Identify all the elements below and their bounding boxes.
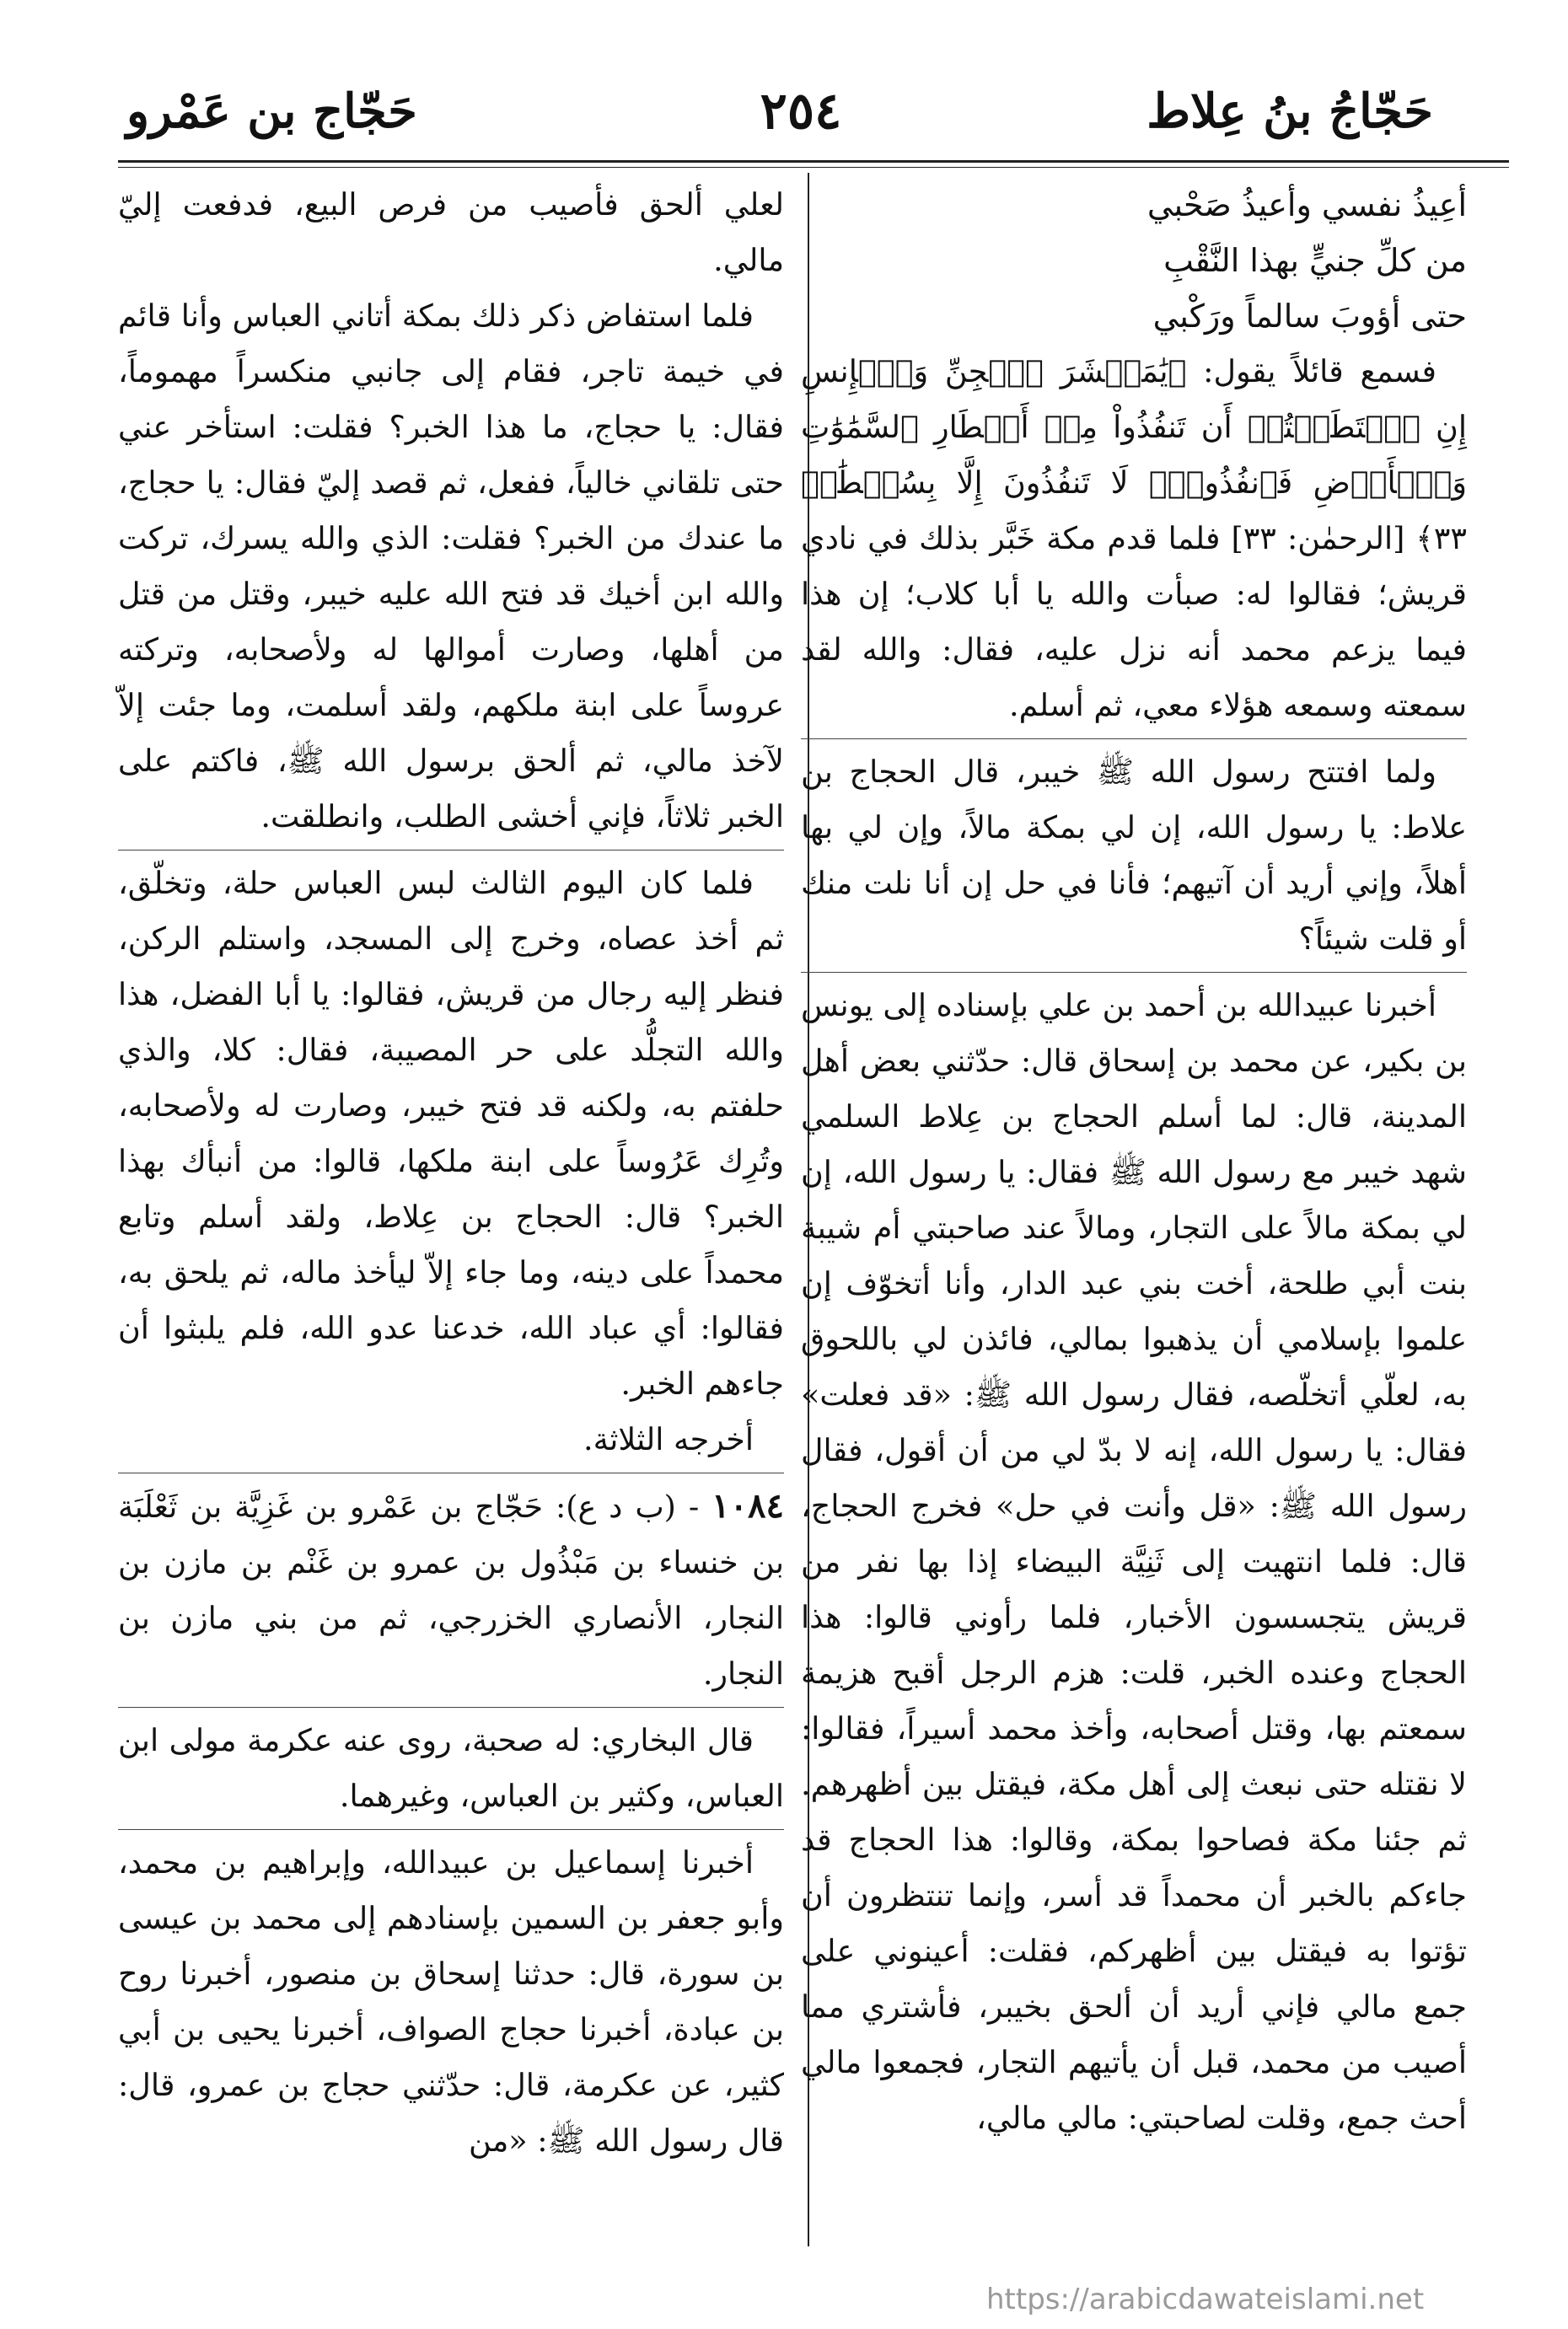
running-head-left: حَجّاج بن عَمْرو [126, 83, 417, 139]
paragraph: فسمع قائلاً يقول: ﴿يَٰمَعۡشَرَ ٱلۡجِنِّ وَٱلۡإِنسِ إِنِ ٱسۡتَطَعۡتُمۡ أَن تَنفُذُواْ مِنۡ أَقۡطَارِ ٱلسَّمَٰوَٰتِ وَٱلۡأَرۡضِ فَٱنفُذُواْۚ لَا تَنفُذُونَ إِلَّا بِسُلۡطَٰنٖ ٣٣﴾ [الرحمٰن: ٣٣] فلما قدم مكة خَبَّر بذلك في نادي قريش؛ فقالوا له: صبأت والله يا أبا كلاب؛ إن هذا فيما يزعم محمد أنه نزل عليه، فقال: والله لقد سمعته وسمعه هؤلاء معي، ثم أسلم. [801, 353, 1467, 723]
paragraph: ولما افتتح رسول الله ﷺ خيبر، قال الحجاج بن علاط: يا رسول الله، إن لي بمكة مالاً، وإن لي بها أهلاً، وإني أريد أن آتيهم؛ فأنا في حل إن أنا نلت منك أو قلت شيئاً؟ [801, 738, 1467, 967]
paragraph: أخبرنا عبيدالله بن أحمد بن علي بإسناده إلى يونس بن بكير، عن محمد بن إسحاق قال: حدّثني بعض أهل المدينة، قال: لما أسلم الحجاج بن عِلاط السلمي شهد خيبر مع رسول الله ﷺ فقال: يا رسول الله، إن لي بمكة مالاً على التجار، ومالاً عند صاحبتي أم شيبة بنت أبي طلحة، أخت بني عبد الدار، وأنا أتخوّف إن علموا بإسلامي أن يذهبوا بمالي، فائذن لي باللحوق به، لعلّي أتخلّصه، فقال رسول الله ﷺ: «قد فعلت» فقال: يا رسول الله، إنه لا بدّ لي من أن أقول، فقال رسول الله ﷺ: «قل وأنت في حل» فخرج الحجاج، قال: فلما انتهيت إلى ثَنِيَّة البيضاء إذا بها نفر من قريش يتجسسون الأخبار، فلما رأوني قالوا: هذا الحجاج وعنده الخبر، قلت: هزم الرجل أقبح هزيمة سمعتم بها، وقتل أصحابه، وأخذ محمد أسيراً، فقالوا: لا نقتله حتى نبعث إلى أهل مكة، فيقتل بين أظهرهم. ثم جئنا مكة فصاحوا بمكة، وقالوا: هذا الحجاج قد جاءكم بالخبر أن محمداً قد أسر، وإنما تنتظرون أن تؤتوا به فيقتل بين أظهركم، فقلت: أعينوني على جمع مالي فإني أريد أن ألحق بخيبر، فأشتري مما أصيب من محمد، قبل أن يأتيهم التجار، فجمعوا مالي أحث جمع، وقلت لصاحبتي: مالي مالي، [801, 972, 1467, 2146]
header-rule-thin [118, 167, 1509, 168]
page-number: ٢٥٤ [760, 82, 842, 141]
header-rule [118, 160, 1509, 163]
poem-verse: من كلِّ جنيٍّ بهذا النَّقْبِ [1163, 242, 1467, 279]
paragraph: أخبرنا إسماعيل بن عبيدالله، وإبراهيم بن محمد، وأبو جعفر بن السمين بإسنادهم إلى محمد بن عيسى بن سورة، قال: حدثنا إسحاق بن منصور، أخبرنا روح بن عبادة، أخبرنا حجاج الصواف، أخبرنا يحيى بن أبي كثير، عن عكرمة، قال: حدّثني حجاج بن عمرو، قال: قال رسول الله ﷺ: «من [118, 1829, 784, 2169]
running-head-right: حَجّاجُ بنُ عِلاط [1146, 83, 1433, 139]
paragraph: لعلي ألحق فأصيب من فرص البيع، فدفعت إليّ مالي. [118, 186, 784, 278]
poem-verse: أعِيذُ نفسي وأعيذُ صَحْبي [1146, 186, 1467, 223]
source-url: https://arabicdawateislami.net [986, 2283, 1425, 2316]
paragraph: فلما استفاض ذكر ذلك بمكة أتاني العباس وأنا قائم في خيمة تاجر، فقام إلى جانبي منكسراً مهموماً، فقال: يا حجاج، ما هذا الخبر؟ فقلت: استأخر عني حتى تلقاني خالياً، ففعل، ثم قصد إليّ فقال: يا حجاج، ما عندك من الخبر؟ فقلت: الذي والله يسرك، تركت والله ابن أخيك قد فتح الله عليه خيبر، وقتل من قتل من أهلها، وصارت أموالها له ولأصحابه، وتركته عروساً على ابنة ملكهم، ولقد أسلمت، وما جئت إلاّ لآخذ مالي، ثم ألحق برسول الله ﷺ، فاكتم على الخبر ثلاثاً، فإني أخشى الطلب، وانطلقت. [118, 298, 784, 834]
paragraph: فلما كان اليوم الثالث لبس العباس حلة، وتخلّق، ثم أخذ عصاه، وخرج إلى المسجد، واستلم الركن، فنظر إليه رجال من قريش، فقالوا: يا أبا الفضل، هذا والله التجلُّد على حر المصيبة، فقال: كلا، والذي حلفتم به، ولكنه قد فتح خيبر، وصارت له ولأصحابه، وتُرِك عَرُوساً على ابنة ملكها، قالوا: من أنبأك بهذا الخبر؟ قال: الحجاج بن عِلاط، ولقد أسلم وتابع محمداً على دينه، وما جاء إلاّ ليأخذ ماله، ثم يلحق به، فقالوا: أي عباد الله، خدعنا عدو الله، فلم يلبثوا أن جاءهم الخبر. [118, 850, 784, 1412]
entry-text: - (ب د ع): حَجّاج بن عَمْرو بن غَزِيَّة بن ثَعْلَبَة بن خنساء بن مَبْذُول بن عمرو بن غَنْم بن مازن بن النجار، الأنصاري الخزرجي، ثم من بني مازن بن النجار. [118, 1489, 784, 1692]
poem-verse: حتى أؤوبَ سالماً ورَكْبي [1152, 298, 1467, 335]
entry-number: ١٠٨٤ [712, 1486, 784, 1526]
right-column [801, 177, 1467, 2146]
entry-paragraph [118, 1473, 784, 1702]
paragraph: قال البخاري: له صحبة، روى عنه عكرمة مولى ابن العباس، وكثير بن العباس، وغيرهما. [118, 1707, 784, 1824]
paragraph: أخرجه الثلاثة. [583, 1421, 754, 1457]
left-column [118, 177, 784, 2169]
